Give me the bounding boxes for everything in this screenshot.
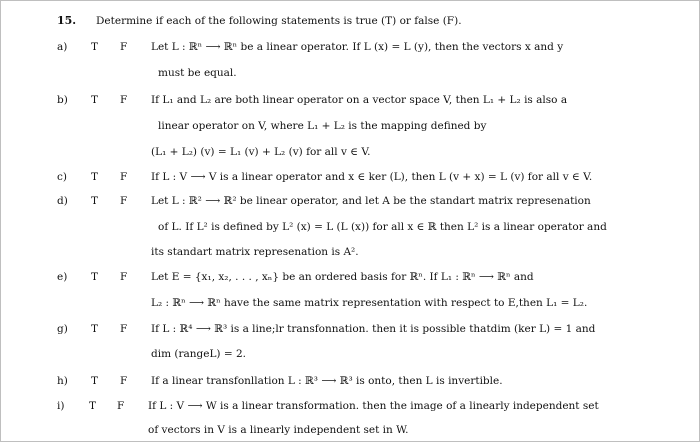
true-option[interactable]: T	[91, 171, 99, 183]
false-option[interactable]: F	[120, 94, 128, 106]
statement-line: If L : V ⟶ V is a linear operator and x ∈ ker (L), then L (v + x) = L (v) for all v ∈ V.	[151, 171, 593, 183]
statement-line: dim (rangeL) = 2.	[151, 348, 247, 360]
statement-line: If L : V ⟶ W is a linear transformation. then the image of a linearly independent set	[148, 400, 599, 412]
statement-line: must be equal.	[158, 67, 237, 79]
false-option[interactable]: F	[120, 323, 128, 335]
statement-line: Let L : ℝ² ⟶ ℝ² be linear operator, and let A be the standart matrix represenation	[151, 195, 591, 207]
statement-line: its standart matrix represenation is A².	[151, 246, 359, 258]
true-option[interactable]: T	[91, 271, 99, 283]
instructions: Determine if each of the following statements is true (T) or false (F).	[96, 15, 462, 27]
item-label: c)	[57, 171, 67, 183]
false-option[interactable]: F	[117, 400, 125, 412]
true-option[interactable]: T	[89, 400, 97, 412]
true-option[interactable]: T	[91, 195, 99, 207]
true-option[interactable]: T	[91, 323, 99, 335]
item-label: e)	[57, 271, 68, 283]
false-option[interactable]: F	[120, 195, 128, 207]
statement-line: Let E = {x₁, x₂, . . . , xₙ} be an ordered basis for ℝⁿ. If L₁ : ℝⁿ ⟶ ℝⁿ and	[151, 271, 534, 283]
item-label: i)	[57, 400, 65, 412]
item-label: h)	[57, 375, 68, 387]
statement-line: If L₁ and L₂ are both linear operator on a vector space V, then L₁ + L₂ is also a	[151, 94, 568, 106]
statement-line: Let L : ℝⁿ ⟶ ℝⁿ be a linear operator. If L (x) = L (y), then the vectors x and y	[151, 41, 564, 53]
item-label: d)	[57, 195, 68, 207]
problem-number: 15.	[57, 14, 77, 27]
statement-line: L₂ : ℝⁿ ⟶ ℝⁿ have the same matrix representation with respect to E,then L₁ = L₂.	[151, 297, 588, 309]
false-option[interactable]: F	[120, 271, 128, 283]
statement-line: (L₁ + L₂) (v) = L₁ (v) + L₂ (v) for all v ∈ V.	[151, 146, 371, 158]
statement-line: of L. If L² is defined by L² (x) = L (L (x)) for all x ∈ ℝ then L² is a linear operator and	[158, 221, 607, 233]
statement-line: of vectors in V is a linearly independent set in W.	[148, 424, 409, 436]
true-option[interactable]: T	[91, 41, 99, 53]
statement-line: If L : ℝ⁴ ⟶ ℝ³ is a line;lr transfonnation. then it is possible thatdim (ker L) = 1 and	[151, 323, 596, 335]
true-option[interactable]: T	[91, 94, 99, 106]
false-option[interactable]: F	[120, 41, 128, 53]
item-label: a)	[57, 41, 68, 53]
false-option[interactable]: F	[120, 171, 128, 183]
true-option[interactable]: T	[91, 375, 99, 387]
item-label: b)	[57, 94, 68, 106]
false-option[interactable]: F	[120, 375, 128, 387]
statement-line: linear operator on V, where L₁ + L₂ is the mapping defined by	[158, 120, 487, 132]
statement-line: If a linear transfonllation L : ℝ³ ⟶ ℝ³ is onto, then L is invertible.	[151, 375, 503, 387]
item-label: g)	[57, 323, 68, 335]
